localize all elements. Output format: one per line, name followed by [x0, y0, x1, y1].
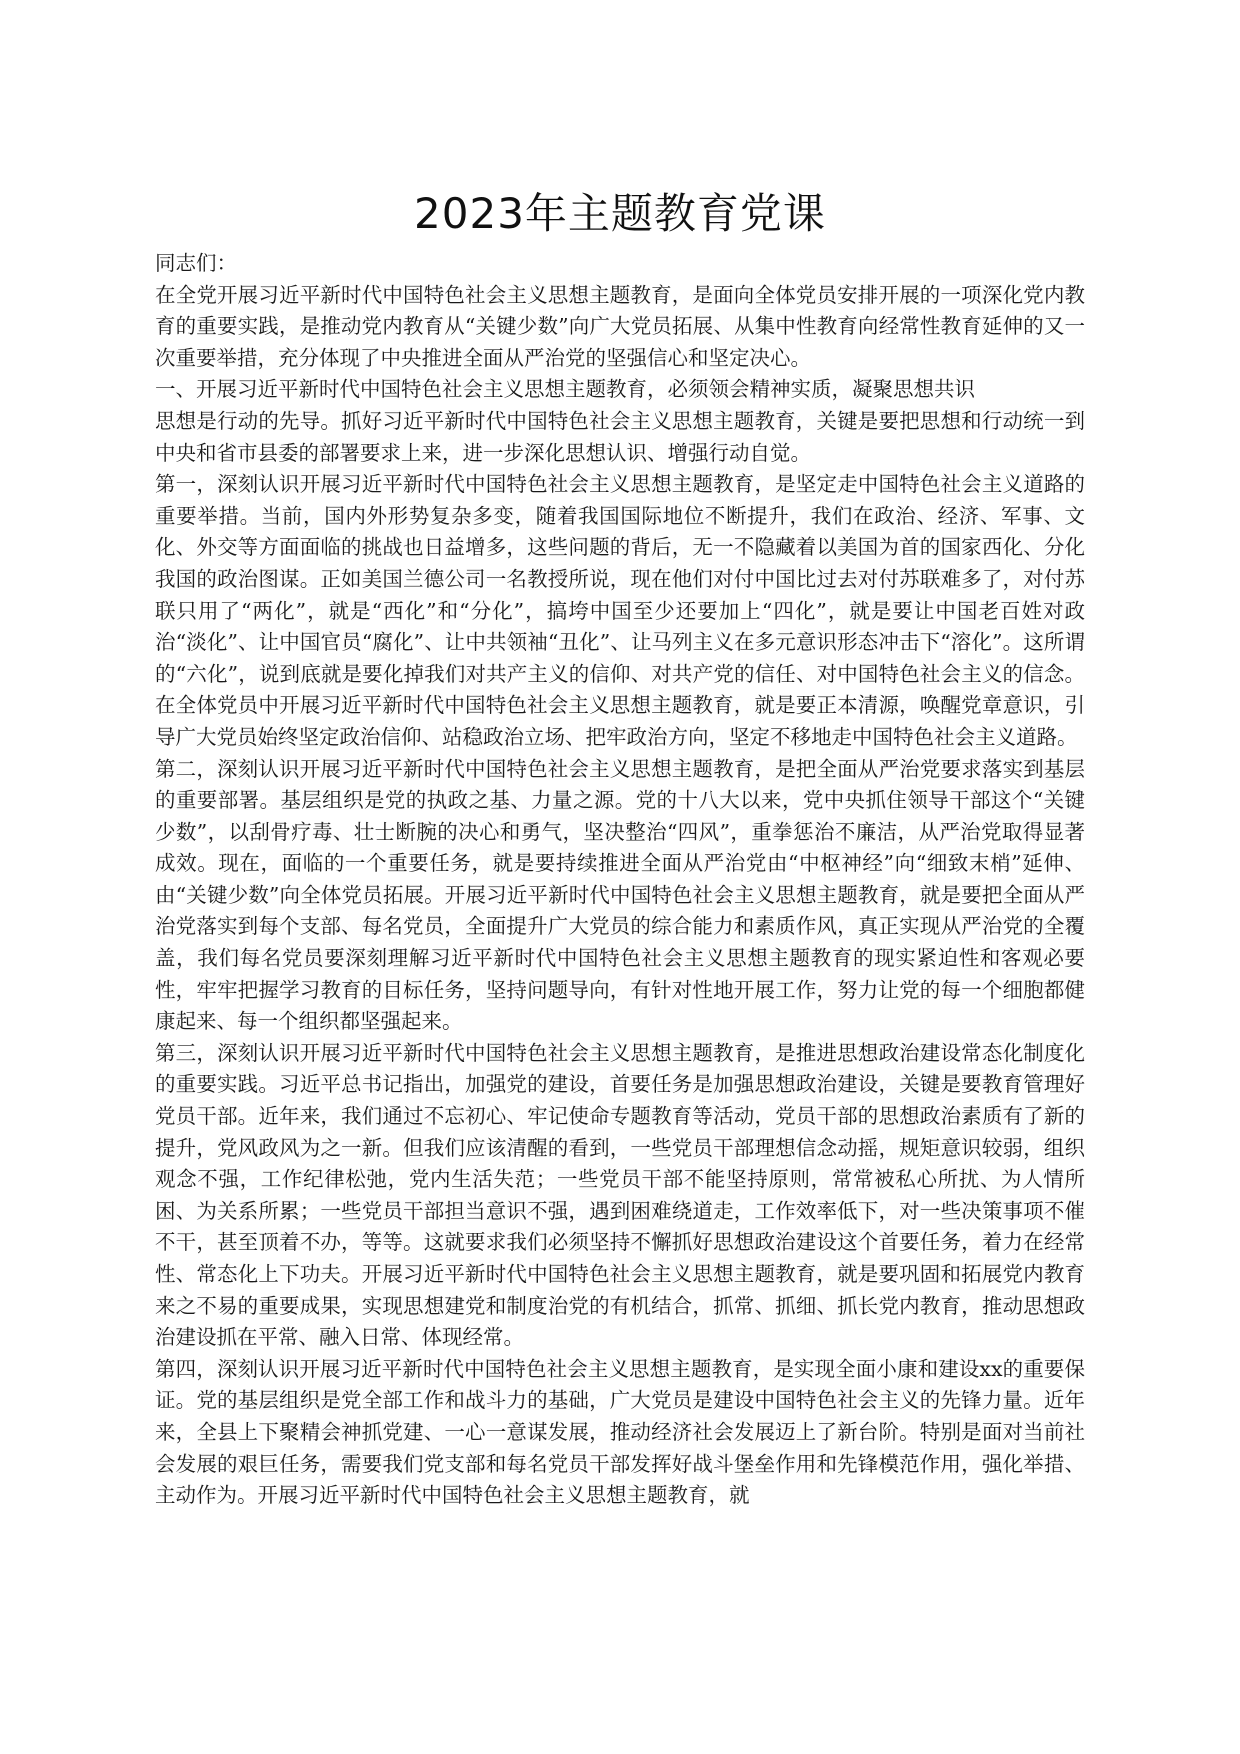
paragraph-point-1: 第一，深刻认识开展习近平新时代中国特色社会主义思想主题教育，是坚定走中国特色社会主义道路的重要举措。当前，国内外形势复杂多变，随着我国国际地位不断提升，我们在政治、经济、军事、文化、外交等方面面临的挑战也日益增多，这些问题的背后，无一不隐藏着以美国为首的国家西化、分化我国的政治图谋。正如美国兰德公司一名教授所说，现在他们对付中国比过去对付苏联难多了，对付苏联只用了“两化”，就是“西化”和“分化”，搞垮中国至少还要加上“四化”，就是要让中国老百姓对政治“淡化”、让中国官员“腐化”、让中共领袖“丑化”、让马列主义在多元意识形态冲击下“溶化”。这所谓的“六化”，说到底就是要化掉我们对共产主义的信仰、对共产党的信任、对中国特色社会主义的信念。在全体党员中开展习近平新时代中国特色社会主义思想主题教育，就是要正本清源，唤醒党章意识，引导广大党员始终坚定政治信仰、站稳政治立场、把牢政治方向，坚定不移地走中国特色社会主义道路。 [155, 472, 1085, 749]
paragraph-point-3: 第三，深刻认识开展习近平新时代中国特色社会主义思想主题教育，是推进思想政治建设常态化制度化的重要实践。习近平总书记指出，加强党的建设，首要任务是加强思想政治建设，关键是要教育管理好党员干部。近年来，我们通过不忘初心、牢记使命专题教育等活动，党员干部的思想政治素质有了新的提升，党风政风为之一新。但我们应该清醒的看到，一些党员干部理想信念动摇，规矩意识较弱，组织观念不强，工作纪律松弛，党内生活失范；一些党员干部不能坚持原则，常常被私心所扰、为人情所困、为关系所累；一些党员干部担当意识不强，遇到困难绕道走，工作效率低下，对一些决策事项不催不干，甚至顶着不办，等等。这就要求我们必须坚持不懈抓好思想政治建设这个首要任务，着力在经常性、常态化上下功夫。开展习近平新时代中国特色社会主义思想主题教育，就是要巩固和拓展党内教育来之不易的重要成果，实现思想建党和制度治党的有机结合，抓常、抓细、抓长党内教育，推动思想政治建设抓在平常、融入日常、体现经常。 [155, 1040, 1085, 1350]
paragraph-point-2: 第二，深刻认识开展习近平新时代中国特色社会主义思想主题教育，是把全面从严治党要求落实到基层的重要部署。基层组织是党的执政之基、力量之源。党的十八大以来，党中央抓住领导干部这个“关键少数”，以刮骨疗毒、壮士断腕的决心和勇气，坚决整治“四风”，重拳惩治不廉洁，从严治党取得显著成效。现在，面临的一个重要任务，就是要持续推进全面从严治党由“中枢神经”向“细致末梢”延伸、由“关键少数”向全体党员拓展。开展习近平新时代中国特色社会主义思想主题教育，就是要把全面从严治党落实到每个支部、每名党员，全面提升广大党员的综合能力和素质作风，真正实现从严治党的全覆盖，我们每名党员要深刻理解习近平新时代中国特色社会主义思想主题教育的现实紧迫性和客观必要性，牢牢把握学习教育的目标任务，坚持问题导向，有针对性地开展工作，努力让党的每一个细胞都健康起来、每一个组织都坚强起来。 [155, 756, 1085, 1034]
salutation: 同志们： [155, 251, 237, 275]
paragraph-intro: 在全党开展习近平新时代中国特色社会主义思想主题教育，是面向全体党员安排开展的一项深化党内教育的重要实践，是推动党内教育从“关键少数”向广大党员拓展、从集中性教育向经常性教育延伸的又一次重要举措，充分体现了中央推进全面从严治党的坚强信心和坚定决心。 [155, 282, 1085, 370]
section-heading-1: 一、开展习近平新时代中国特色社会主义思想主题教育，必须领会精神实质，凝聚思想共识 [155, 377, 975, 402]
document-title: 2023年主题教育党课 [414, 189, 826, 238]
document-body [155, 248, 1085, 1512]
paragraph-point-4: 第四，深刻认识开展习近平新时代中国特色社会主义思想主题教育，是实现全面小康和建设xx的重要保证。党的基层组织是党全部工作和战斗力的基础，广大党员是建设中国特色社会主义的先锋力量。近年来，全县上下聚精会神抓党建、一心一意谋发展，推动经济社会发展迈上了新台阶。特别是面对当前社会发展的艰巨任务，需要我们党支部和每名党员干部发挥好战斗堡垒作用和先锋模范作用，强化举措、主动作为。开展习近平新时代中国特色社会主义思想主题教育，就 [155, 1356, 1085, 1508]
paragraph-1: 思想是行动的先导。抓好习近平新时代中国特色社会主义思想主题教育，关键是要把思想和行动统一到中央和省市县委的部署要求上来，进一步深化思想认识、增强行动自觉。 [155, 408, 1085, 465]
